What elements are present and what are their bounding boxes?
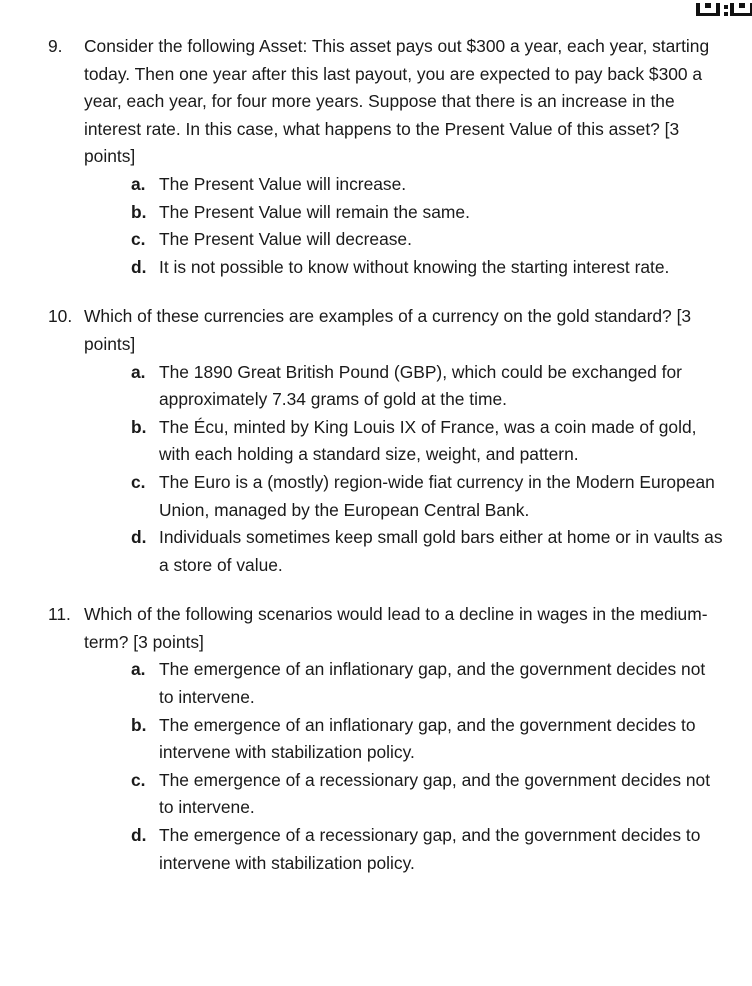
option-list (84, 171, 724, 281)
option-letter: c. (131, 769, 146, 790)
option-c (84, 226, 724, 254)
option-b (84, 199, 724, 227)
option-d (84, 524, 724, 579)
option-letter: a. (131, 659, 146, 680)
question-text: Consider the following Asset: This asset pays out $300 a year, each year, starting today. Then one year after this last payout, you are expected to pay back $300 a year, each year, for four more years. Suppose that there is an increase in the interest rate. In this case, what happens to the Present Value of this asset? [3 points] (84, 36, 710, 167)
option-b (84, 414, 724, 469)
question-text: Which of these currencies are examples of a currency on the gold standard? [3 points] (84, 306, 692, 354)
question-10 (0, 303, 724, 579)
option-letter: c. (131, 471, 146, 492)
question-list (0, 33, 752, 899)
option-text: The Present Value will decrease. (159, 229, 412, 250)
option-c (84, 469, 724, 524)
option-letter: d. (131, 527, 147, 548)
option-a (84, 171, 724, 199)
question-number: 11. (48, 604, 71, 625)
option-text: Individuals sometimes keep small gold bars either at home or in vaults as a store of value. (159, 527, 723, 575)
option-text: The emergence of an inflationary gap, and the government decides to intervene with stabilization policy. (159, 714, 696, 763)
option-d (84, 254, 724, 282)
question-9 (0, 33, 724, 281)
option-text: The emergence of a recessionary gap, and the government decides not to intervene. (159, 769, 711, 818)
option-a (84, 656, 724, 711)
option-letter: b. (131, 416, 147, 437)
option-letter: b. (131, 714, 147, 735)
option-d (84, 822, 724, 877)
option-letter: a. (131, 361, 146, 382)
option-c (84, 767, 724, 822)
option-text: The 1890 Great British Pound (GBP), which could be exchanged for approximately 7.34 grams of gold at the time. (159, 361, 682, 410)
option-b (84, 712, 724, 767)
option-letter: d. (131, 825, 147, 846)
option-list (84, 359, 724, 580)
option-text: It is not possible to know without knowing the starting interest rate. (159, 256, 670, 277)
option-text: The Present Value will remain the same. (159, 201, 470, 222)
option-text: The Écu, minted by King Louis IX of France, was a coin made of gold, with each holding a standard size, weight, and pattern. (159, 416, 697, 465)
option-text: The emergence of a recessionary gap, and the government decides to intervene with stabilization policy. (159, 825, 701, 873)
option-letter: a. (131, 173, 146, 194)
option-text: The emergence of an inflationary gap, and the government decides not to intervene. (159, 659, 706, 708)
option-text: The Euro is a (mostly) region-wide fiat currency in the Modern European Union, managed by the European Central Bank. (159, 471, 715, 520)
option-list (84, 656, 724, 877)
qr-code-icon (696, 0, 752, 16)
question-number: 10. (48, 306, 73, 327)
question-text: Which of the following scenarios would lead to a decline in wages in the medium-term? [3 points] (84, 604, 708, 652)
option-letter: c. (131, 229, 146, 250)
option-letter: d. (131, 256, 147, 277)
question-number: 9. (48, 36, 63, 56)
option-a (84, 359, 724, 414)
question-11 (0, 601, 724, 877)
option-letter: b. (131, 201, 147, 222)
option-text: The Present Value will increase. (159, 173, 407, 194)
